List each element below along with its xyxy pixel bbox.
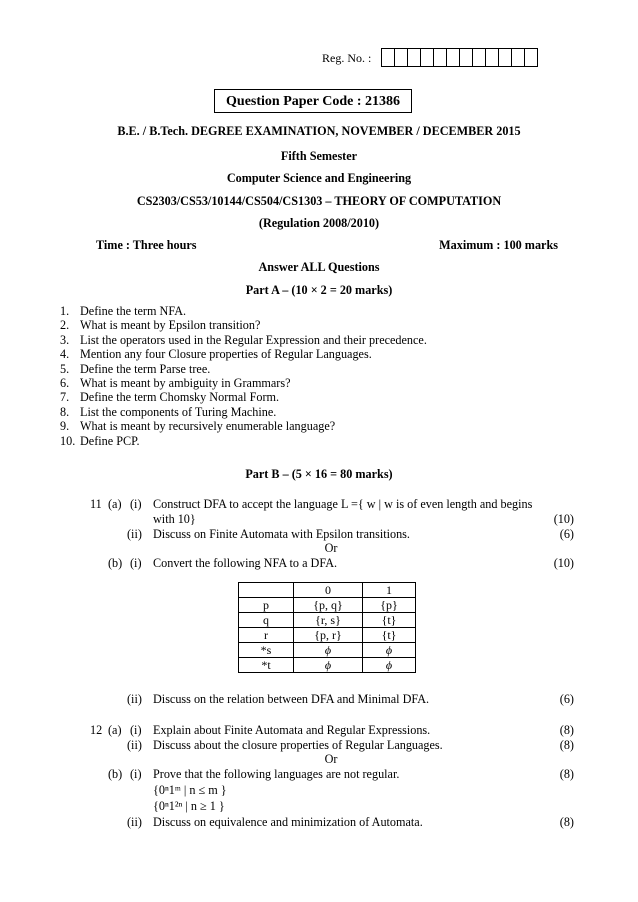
- part-a-question: [60, 405, 427, 419]
- table-cell: {t}: [363, 613, 416, 628]
- question-text: What is meant by recursively enumerable language?: [80, 419, 336, 434]
- q11-a-ii-label: (ii): [127, 527, 142, 541]
- question-number: 9.: [60, 419, 70, 434]
- table-cell: ϕ: [363, 658, 416, 673]
- table-cell: q: [239, 613, 294, 628]
- instruction: Answer ALL Questions: [258, 260, 380, 274]
- question-text: List the operators used in the Regular Expression and their precedence.: [80, 332, 427, 347]
- part-a-title: Part A – (10 × 2 = 20 marks): [245, 283, 393, 297]
- table-cell: {r, s}: [294, 613, 363, 628]
- table-cell: 0: [294, 583, 363, 598]
- table-cell: [239, 583, 294, 598]
- q11-b-i-text: Convert the following NFA to a DFA.: [153, 556, 338, 570]
- q12-a-i-text: Explain about Finite Automata and Regular Expressions.: [153, 723, 431, 737]
- question-number: 10.: [60, 433, 76, 448]
- q11-b-i-marks: (10): [553, 556, 574, 570]
- q11-a-i-text: Construct DFA to accept the language L ={ w | w is of even length and begins: [153, 497, 533, 511]
- q12-language-2: {0ⁿ1²ⁿ | n ≥ 1 }: [153, 799, 225, 813]
- part-a-question: [60, 390, 427, 404]
- table-row: [239, 628, 416, 643]
- question-number: 2.: [60, 318, 70, 333]
- q11-number: 11: [90, 497, 102, 511]
- question-text: Mention any four Closure properties of Regular Languages.: [80, 347, 372, 362]
- part-a-question: [60, 347, 427, 361]
- q11-a-i-text-cont: with 10}: [153, 512, 196, 526]
- question-number: 7.: [60, 390, 70, 405]
- max-marks-label: Maximum : 100 marks: [439, 238, 558, 252]
- table-cell: *s: [239, 643, 294, 658]
- part-a-question: [60, 419, 427, 433]
- part-a-question: [60, 318, 427, 332]
- q12-b-ii-marks: (8): [559, 815, 574, 829]
- q11-a-label: (a): [108, 497, 122, 511]
- table-row: [239, 613, 416, 628]
- question-number: 8.: [60, 404, 70, 419]
- part-a-question: [60, 434, 427, 448]
- reg-no-box: [459, 48, 473, 67]
- reg-no-label: Reg. No. :: [322, 51, 372, 65]
- part-a-question: [60, 376, 427, 390]
- q11-a-ii-marks: (6): [559, 527, 574, 541]
- q11-a-i-label: (i): [130, 497, 142, 511]
- q12-number: 12: [90, 723, 103, 737]
- part-a-question: [60, 362, 427, 376]
- question-text: Define the term Parse tree.: [80, 361, 211, 376]
- q11-or: Or: [324, 541, 338, 555]
- table-cell: *t: [239, 658, 294, 673]
- q12-a-i-label: (i): [130, 723, 142, 737]
- q12-b-ii-text: Discuss on equivalence and minimization of Automata.: [153, 815, 423, 829]
- question-text: What is meant by Epsilon transition?: [80, 318, 261, 333]
- part-a-question-list: [60, 304, 427, 448]
- table-row: [239, 598, 416, 613]
- time-label: Time : Three hours: [96, 238, 197, 252]
- exam-title: B.E. / B.Tech. DEGREE EXAMINATION, NOVEMBER / DECEMBER 2015: [117, 124, 521, 138]
- reg-no-box: [446, 48, 460, 67]
- nfa-transition-table: [238, 582, 416, 673]
- question-number: 3.: [60, 332, 70, 347]
- q11-b-ii-marks: (6): [559, 692, 574, 706]
- q11-a-i-marks: (10): [553, 512, 574, 526]
- table-header-row: [239, 583, 416, 598]
- reg-no-box: [472, 48, 486, 67]
- department: Computer Science and Engineering: [226, 171, 412, 185]
- question-text: List the components of Turing Machine.: [80, 404, 277, 419]
- q12-a-ii-text: Discuss about the closure properties of Regular Languages.: [153, 738, 443, 752]
- q12-or: Or: [324, 752, 338, 766]
- question-text: What is meant by ambiguity in Grammars?: [80, 375, 291, 390]
- question-text: Define the term NFA.: [80, 304, 187, 318]
- table-cell: 1: [363, 583, 416, 598]
- table-cell: p: [239, 598, 294, 613]
- semester: Fifth Semester: [280, 149, 358, 163]
- reg-no-box: [511, 48, 525, 67]
- q12-a-ii-marks: (8): [559, 738, 574, 752]
- question-number: 6.: [60, 375, 70, 390]
- table-cell: ϕ: [294, 658, 363, 673]
- table-cell: {t}: [363, 628, 416, 643]
- part-b-title: Part B – (5 × 16 = 80 marks): [245, 467, 393, 481]
- reg-no-box: [420, 48, 434, 67]
- table-row: [239, 643, 416, 658]
- q12-a-label: (a): [108, 723, 122, 737]
- reg-no-box: [485, 48, 499, 67]
- q12-b-i-marks: (8): [559, 767, 574, 781]
- q12-b-label: (b): [108, 767, 123, 781]
- table-cell: r: [239, 628, 294, 643]
- regulation: (Regulation 2008/2010): [258, 216, 380, 230]
- question-paper-code: Question Paper Code : 21386: [214, 89, 412, 113]
- reg-no-box: [394, 48, 408, 67]
- reg-no-box: [433, 48, 447, 67]
- q12-b-ii-label: (ii): [127, 815, 142, 829]
- reg-no-box: [407, 48, 421, 67]
- reg-no-box: [381, 48, 395, 67]
- table-cell: ϕ: [294, 643, 363, 658]
- q12-b-i-text: Prove that the following languages are not regular.: [153, 767, 400, 781]
- course-title: CS2303/CS53/10144/CS504/CS1303 – THEORY OF COMPUTATION: [136, 194, 502, 208]
- q12-a-ii-label: (ii): [127, 738, 142, 752]
- q12-b-i-label: (i): [130, 767, 142, 781]
- q11-a-ii-text: Discuss on Finite Automata with Epsilon transitions.: [153, 527, 410, 541]
- question-number: 5.: [60, 361, 70, 376]
- part-a-question: [60, 333, 427, 347]
- q11-b-ii-label: (ii): [127, 692, 142, 706]
- reg-no-box: [498, 48, 512, 67]
- q11-b-ii-text: Discuss on the relation between DFA and Minimal DFA.: [153, 692, 430, 706]
- table-cell: {p}: [363, 598, 416, 613]
- question-number: 1.: [60, 304, 70, 318]
- q11-b-label: (b): [108, 556, 123, 570]
- reg-no-box: [524, 48, 538, 67]
- q11-b-i-label: (i): [130, 556, 142, 570]
- table-cell: {p, q}: [294, 598, 363, 613]
- part-a-question: [60, 304, 427, 318]
- q12-a-i-marks: (8): [559, 723, 574, 737]
- q12-language-1: {0ⁿ1ᵐ | n ≤ m }: [153, 783, 227, 797]
- table-cell: ϕ: [363, 643, 416, 658]
- question-number: 4.: [60, 347, 70, 362]
- question-text: Define PCP.: [80, 433, 140, 448]
- table-cell: {p, r}: [294, 628, 363, 643]
- table-row: [239, 658, 416, 673]
- question-text: Define the term Chomsky Normal Form.: [80, 390, 280, 405]
- reg-no-boxes: [382, 48, 538, 67]
